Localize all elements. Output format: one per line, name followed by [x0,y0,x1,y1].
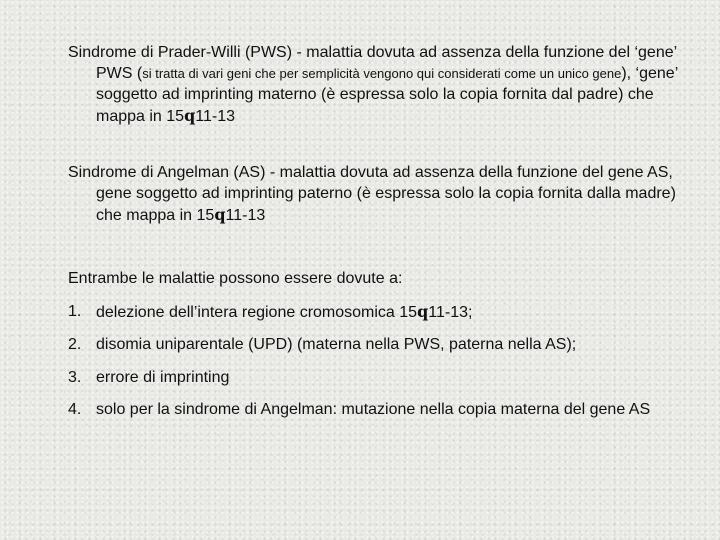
list-number: 4. [68,401,82,418]
as-q-glyph: q [214,205,226,224]
list-item-text: solo per la sindrome di Angelman: mutazione nella copia materna del gene AS [96,401,651,418]
list-item [68,301,668,323]
list-item [68,399,668,420]
pws-q-glyph: q [184,106,196,125]
list-item-q-glyph: q [417,302,429,321]
list-item-text-b: 11-13; [428,304,473,321]
intro-line: Entrambe le malattie possono essere dovute a: [68,270,403,287]
list-number: 1. [68,303,82,320]
pws-small-note: si tratta di vari geni che per semplicità vengono qui considerati come un unico gene [142,66,622,81]
as-paragraph [68,162,696,226]
pws-paragraph [68,42,696,127]
list-item-text: disomia uniparentale (UPD) (materna nella PWS, paterna nella AS); [96,336,577,353]
pws-text-1: Sindrome di Prader-Willi (PWS) - malattia dovuta ad assenza della funzione del ‘gene’ PWS ( [68,44,677,82]
list-item [68,367,668,388]
list-item [68,334,668,355]
as-text-2: 11-13 [225,207,266,224]
pws-text-3: 11-13 [195,108,235,125]
list-item-text-a: delezione dell’intera regione cromosomica 15 [96,304,418,321]
as-text-1: Sindrome di Angelman (AS) - malattia dovuta ad assenza della funzione del gene AS, gene soggetto ad imprinting paterno (è espressa solo la copia fornita dalla madre) che mappa in 15 [68,164,676,224]
list-number: 2. [68,336,82,353]
pws-text-2: ), ‘gene’ soggetto ad imprinting materno (è espressa solo la copia fornita dal padre) che mappa in 15 [96,65,678,125]
list-number: 3. [68,369,82,386]
list-item-text: errore di imprinting [96,369,230,386]
